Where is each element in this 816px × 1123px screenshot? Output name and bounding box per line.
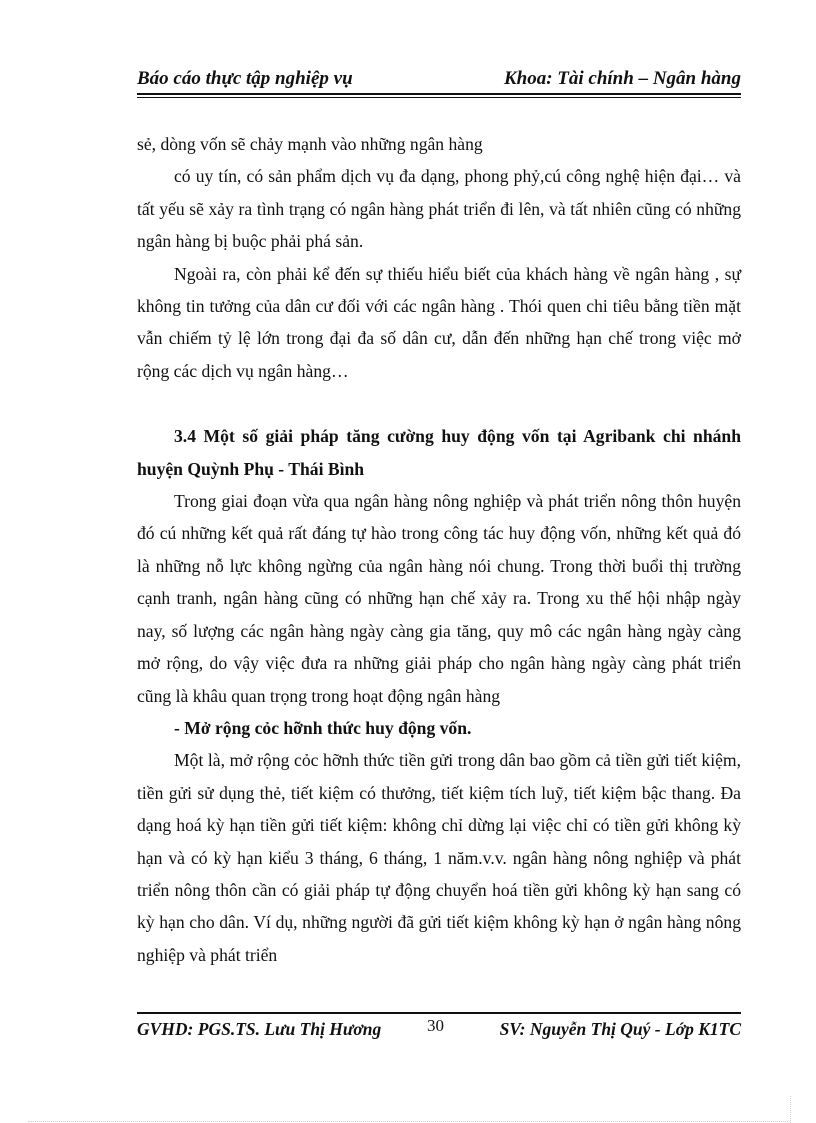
page-edge-dotted-line (28, 1121, 788, 1122)
paragraph-4: Một là, mở rộng cỏc hỡnh thức tiền gửi trong dân bao gồm cả tiền gửi tiết kiệm, tiền gửi sử dụng thẻ, tiết kiệm có thưởng, tiết kiệm tích luỹ, tiết kiệm bậc thang. Đa dạng hoá kỳ hạn tiền gửi tiết kiệm: không chỉ dừng lại việc chỉ có tiền gửi không kỳ hạn và có kỳ hạn kiểu 3 tháng, 6 tháng, 1 năm.v.v. ngân hàng nông nghiệp và phát triển nông thôn cần có giải pháp tự động chuyển hoá tiền gửi không kỳ hạn sang có kỳ hạn cho dân. Ví dụ, những người đã gửi tiết kiệm không kỳ hạn ở ngân hàng nông nghiệp và phát triển (137, 750, 741, 965)
subheading: - Mở rộng cỏc hỡnh thức huy động vốn. (174, 717, 472, 738)
page-footer (137, 1016, 741, 1044)
paragraph-2: Ngoài ra, còn phải kể đến sự thiếu hiểu biết của khách hàng về ngân hàng , sự không tin tưởng của dân cư đối với các ngân hàng . Thói quen chi tiêu bằng tiền mặt vẫn chiếm tỷ lệ lớn trong đại đa số dân cư, dẫn đến những hạn chế trong việc mở rộng các dịch vụ ngân hàng… (137, 263, 741, 381)
page-corner-dotted-line (790, 1096, 791, 1123)
footer-student: SV: Nguyễn Thị Quý - Lớp K1TC (499, 1019, 741, 1039)
header-report-title: Báo cáo thực tập nghiệp vụ (137, 68, 353, 89)
page-number: 30 (427, 1016, 444, 1035)
section-heading: 3.4 Một số giải pháp tăng cường huy động vốn tại Agribank chi nhánh huyện Quỳnh Phụ - Thái Bình (137, 426, 741, 479)
footer-rule (137, 1012, 741, 1014)
paragraph-continuation: sẻ, dòng vốn sẽ chảy mạnh vào những ngân hàng (137, 134, 483, 154)
header-rule-thick (137, 93, 741, 95)
page-body (137, 128, 741, 971)
paragraph-1: có uy tín, có sản phẩm dịch vụ đa dạng, phong phỷ,cú công nghệ hiện đại… và tất yếu sẽ xảy ra tình trạng có ngân hàng phát triển đi lên, và tất nhiên cũng có những ngân hàng bị buộc phải phá sản. (137, 166, 741, 252)
paragraph-gap (137, 387, 741, 420)
footer-supervisor: GVHD: PGS.TS. Lưu Thị Hương (137, 1019, 382, 1039)
header-faculty: Khoa: Tài chính – Ngân hàng (503, 68, 741, 89)
paragraph-3: Trong giai đoạn vừa qua ngân hàng nông nghiệp và phát triển nông thôn huyện đó cú những kết quả rất đáng tự hào trong công tác huy động vốn, những kết quả đó là những nỗ lực không ngừng của ngân hàng nói chung. Trong thời buổi thị trường cạnh tranh, ngân hàng cũng có những hạn chế xảy ra. Trong xu thế hội nhập ngày nay, số lượng các ngân hàng ngày càng gia tăng, quy mô các ngân hàng ngày càng mở rộng, do vậy việc đưa ra những giải pháp cho ngân hàng ngày càng phát triển cũng là khâu quan trọng trong hoạt động ngân hàng (137, 491, 741, 706)
page-header (137, 66, 741, 92)
header-rule-thin (137, 97, 741, 98)
